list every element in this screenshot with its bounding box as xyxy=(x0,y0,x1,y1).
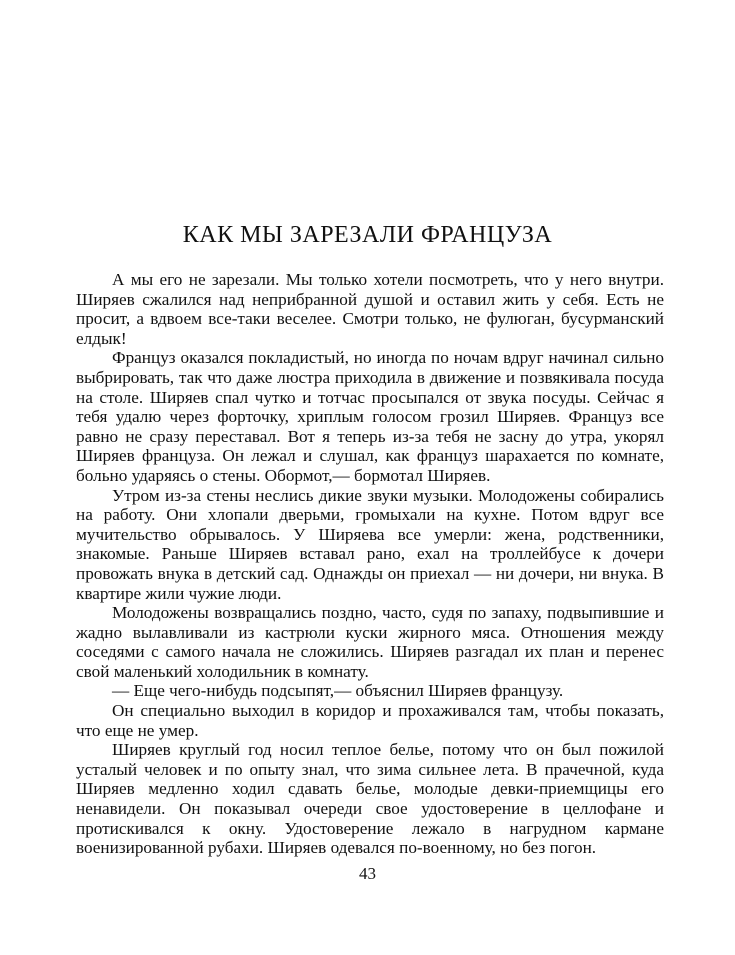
chapter-title: КАК МЫ ЗАРЕЗАЛИ ФРАНЦУЗА xyxy=(182,222,553,248)
paragraph-6: Он специально выходил в коридор и прохаживался там, чтобы показать, что еще не умер. xyxy=(76,701,664,740)
paragraph-5: — Еще чего-нибудь подсыпят,— объяснил Ширяев французу. xyxy=(112,681,564,701)
page-number: 43 xyxy=(359,864,376,883)
paragraph-7: Ширяев круглый год носил теплое белье, потому что он был пожилой усталый человек и по опыту знал, что зима сильнее лета. В прачечной, куда Ширяев медленно ходил сдавать белье, молодые девки-приемщицы его ненавидели. Он показывал очереди свое удостоверение в целлофане и протискивался к окну. Удостоверение лежало в нагрудном кармане военизированной рубахи. Ширяев одевался по-военному, но без погон. xyxy=(76,740,664,858)
paragraph-4: Молодожены возвращались поздно, часто, судя по запаху, подвыпившие и жадно вылавливали из кастрюли куски жирного мяса. Отношения между соседями с самого начала не сложились. Ширяев разгадал их план и перенес свой маленький холодильник в комнату. xyxy=(76,603,664,681)
chapter-body xyxy=(76,270,664,858)
paragraph-1: А мы его не зарезали. Мы только хотели посмотреть, что у него внутри. Ширяев сжалился над неприбранной душой и оставил жить у себя. Есть не просит, а вдвоем все-таки веселее. Смотри только, не фулюган, бусурманский елдык! xyxy=(76,270,664,348)
paragraph-2: Француз оказался покладистый, но иногда по ночам вдруг начинал сильно выбрировать, так что даже люстра приходила в движение и позвякивала посуда на столе. Ширяев спал чутко и тотчас просыпался от звука посуды. Сейчас я тебя удалю через форточку, хриплым голосом грозил Ширяев. Француз все равно не сразу переставал. Вот я теперь из-за тебя не засну до утра, укорял Ширяев француза. Он лежал и слушал, как француз шарахается по комнате, больно ударяясь о стены. Обормот,— бормотал Ширяев. xyxy=(76,348,664,485)
paragraph-3: Утром из-за стены неслись дикие звуки музыки. Молодожены собирались на работу. Они хлопали дверьми, громыхали на кухне. Потом вдруг все мучительство обрывалось. У Ширяева все умерли: жена, родственники, знакомые. Раньше Ширяев вставал рано, ехал на троллейбусе к дочери провожать внука в детский сад. Однажды он приехал — ни дочери, ни внука. В квартире жили чужие люди. xyxy=(76,485,664,603)
